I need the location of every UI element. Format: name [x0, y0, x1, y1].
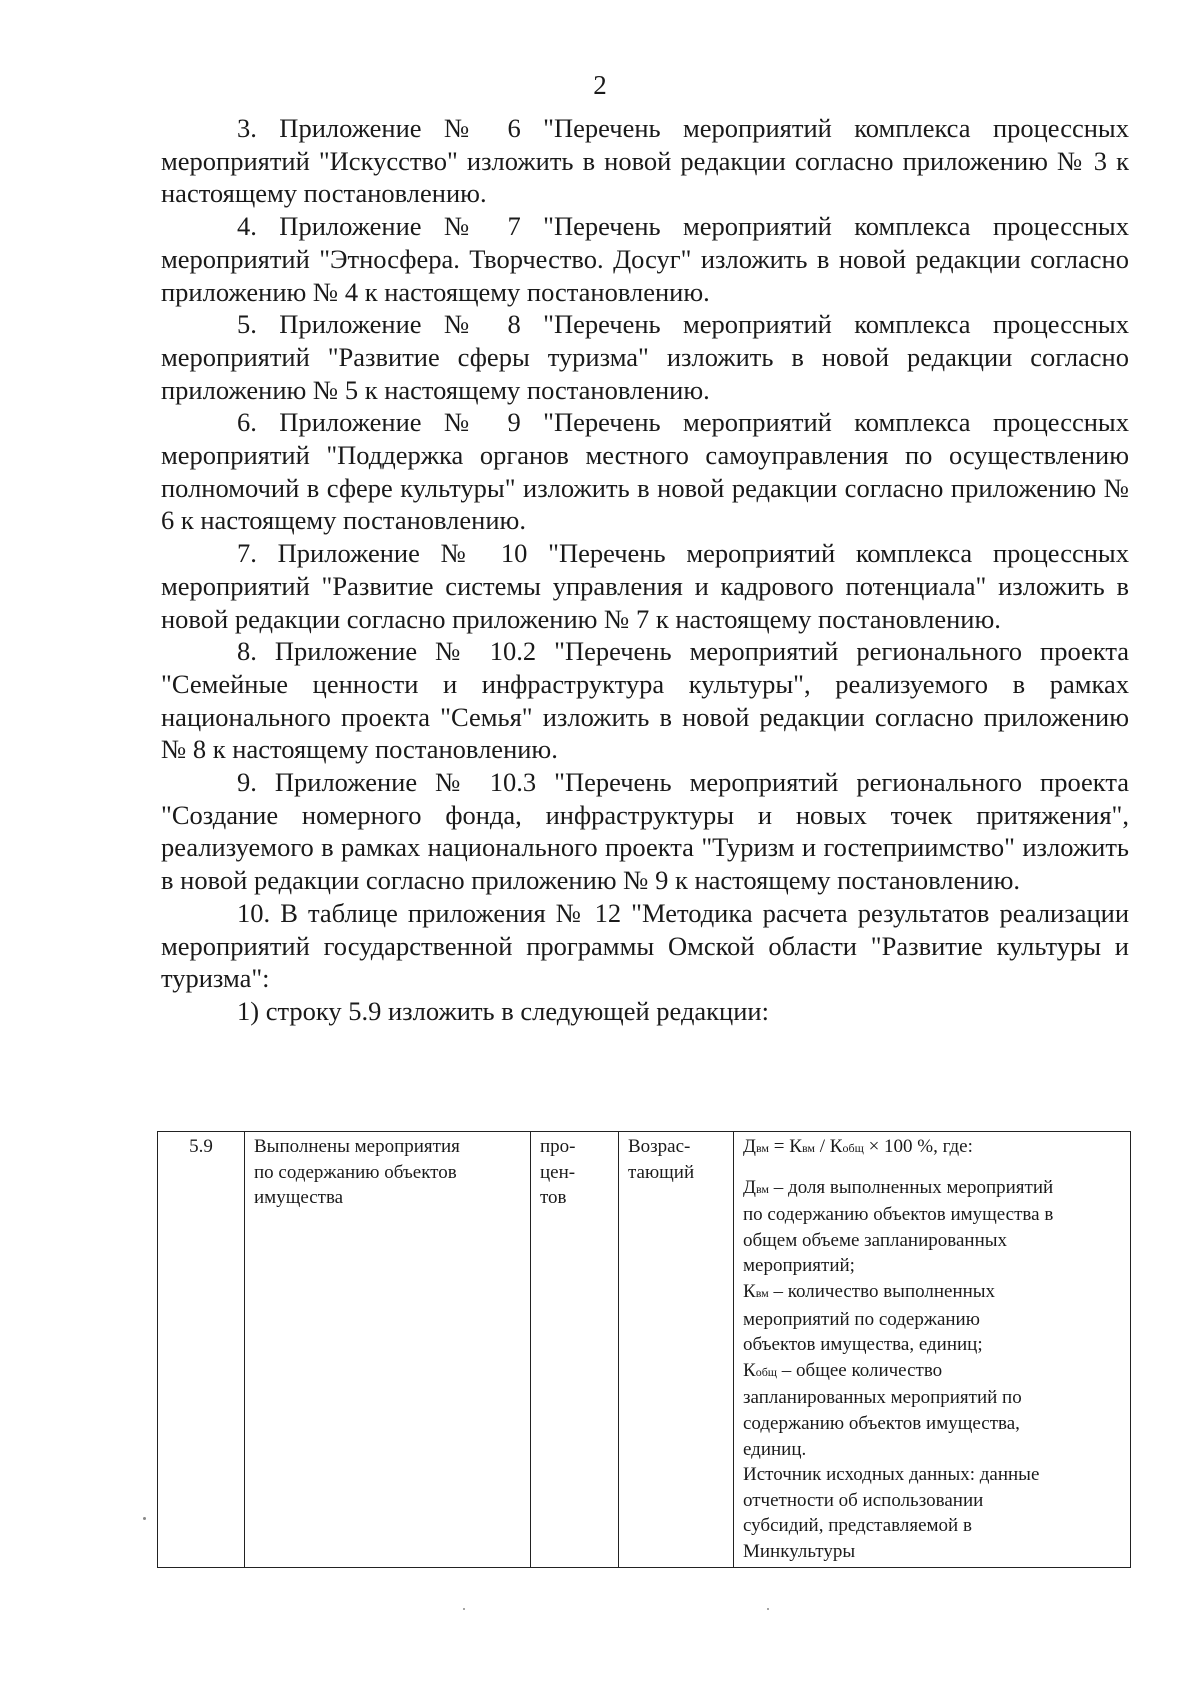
- kvm-definition-line: мероприятий по содержанию: [743, 1308, 980, 1330]
- paragraph-9: 9. Приложение № 10.3 "Перечень мероприятий регионального проекта "Создание номерного фонда, инфраструктуры и новых точек притяжения", реализуемого в рамках национального проекта "Туризм и гостеприимство" изложить в новой редакции согласно приложению № 9 к настоящему постановлению.: [161, 767, 1129, 896]
- row-number-cell: [158, 1132, 245, 1568]
- kobsh-definition-line: содержанию объектов имущества,: [743, 1412, 1020, 1434]
- scan-speck: [767, 1608, 769, 1610]
- paragraph-3: 3. Приложение № 6 "Перечень мероприятий комплекса процессных мероприятий "Искусство" изложить в новой редакции согласно приложению № 3 к настоящему постановлению.: [161, 113, 1129, 209]
- formula-d-sub: вм: [755, 1141, 770, 1155]
- row-name-line: имущества: [254, 1187, 344, 1209]
- kobsh-definition-line: запланированных мероприятий по: [743, 1387, 1022, 1409]
- row-name-line: Выполнены мероприятия: [254, 1136, 460, 1157]
- kobsh-definition-line: единиц.: [743, 1438, 807, 1460]
- formula-k1-sub: вм: [801, 1141, 815, 1155]
- row-direction-line: тающий: [628, 1161, 695, 1183]
- formula-k2: К: [829, 1136, 843, 1157]
- row-unit-cell: [531, 1132, 619, 1568]
- paragraph-10-1: 1) строку 5.9 изложить в следующей редакции:: [237, 995, 769, 1026]
- scan-speck: [143, 1517, 146, 1520]
- formula-k1: К: [789, 1136, 802, 1157]
- page-number: 2: [593, 70, 607, 100]
- paragraph-8: 8. Приложение № 10.2 "Перечень мероприятий регионального проекта "Семейные ценности и инфраструктура культуры", реализуемого в рамках национального проекта "Семья" изложить в новой редакции согласно приложению № 8 к настоящему постановлению.: [161, 636, 1129, 765]
- kvm-definition-line: [743, 1279, 1122, 1307]
- d-symbol-sub: вм: [755, 1181, 770, 1196]
- formula-tail: × 100 %, где:: [863, 1136, 973, 1157]
- paragraph-7: 7. Приложение № 10 "Перечень мероприятий комплекса процессных мероприятий "Развитие системы управления и кадрового потенциала" изложить в новой редакции согласно приложению № 7 к настоящему постановлению.: [161, 538, 1129, 634]
- table-row: [158, 1132, 1131, 1568]
- source-line: субсидий, представляемой в: [743, 1515, 972, 1537]
- d-definition-line: по содержанию объектов имущества в: [743, 1204, 1054, 1226]
- formula-div: /: [815, 1136, 830, 1157]
- d-definition-line: [743, 1175, 1122, 1203]
- kobsh-symbol-sub: общ: [755, 1364, 778, 1379]
- row-direction-cell: [619, 1132, 734, 1568]
- kvm-definition-line: объектов имущества, единиц;: [743, 1334, 983, 1356]
- document-body: [161, 112, 1129, 1028]
- d-definition-line: мероприятий;: [743, 1255, 855, 1277]
- kobsh-symbol: К: [743, 1359, 756, 1381]
- row-direction-line: Возрас-: [628, 1136, 691, 1157]
- d-symbol: Д: [743, 1176, 756, 1198]
- paragraph-5: 5. Приложение № 8 "Перечень мероприятий комплекса процессных мероприятий "Развитие сферы туризма" изложить в новой редакции согласно приложению № 5 к настоящему постановлению.: [161, 309, 1129, 405]
- row-unit-line: про-: [540, 1136, 576, 1157]
- formula-line: [743, 1134, 1122, 1162]
- row-name-cell: [245, 1132, 531, 1568]
- kvm-definition-text: – количество выполненных: [768, 1280, 996, 1302]
- kvm-symbol-sub: вм: [755, 1285, 769, 1300]
- d-definition-text: – доля выполненных мероприятий: [769, 1176, 1054, 1198]
- formula-eq: =: [769, 1136, 790, 1157]
- methodology-table: [157, 1131, 1131, 1568]
- row-unit-line: цен-: [540, 1161, 576, 1183]
- source-line: отчетности об использовании: [743, 1489, 984, 1511]
- row-unit-line: тов: [540, 1187, 567, 1209]
- source-line: Источник исходных данных: данные: [743, 1464, 1040, 1486]
- paragraph-10: 10. В таблице приложения № 12 "Методика расчета результатов реализации мероприятий государственной программы Омской области "Развитие культуры и туризма":: [161, 897, 1129, 994]
- paragraph-6: 6. Приложение № 9 "Перечень мероприятий комплекса процессных мероприятий "Поддержка органов местного самоуправления по осуществлению полномочий в сфере культуры" изложить в новой редакции согласно приложению № 6 к настоящему постановлению.: [161, 407, 1129, 536]
- formula-d: Д: [743, 1136, 756, 1157]
- kobsh-definition-line: [743, 1358, 1122, 1386]
- kvm-symbol: К: [743, 1280, 756, 1302]
- formula-k2-sub: общ: [842, 1141, 864, 1155]
- paragraph-4: 4. Приложение № 7 "Перечень мероприятий комплекса процессных мероприятий "Этносфера. Творчество. Досуг" изложить в новой редакции согласно приложению № 4 к настоящему постановлению.: [161, 211, 1129, 307]
- row-name-line: по содержанию объектов: [254, 1161, 457, 1183]
- row-number: 5.9: [189, 1136, 213, 1157]
- d-definition-line: общем объеме запланированных: [743, 1229, 1008, 1251]
- source-line: Минкультуры: [743, 1540, 856, 1562]
- row-method-cell: [734, 1132, 1131, 1568]
- kobsh-definition-text: – общее количество: [777, 1359, 943, 1381]
- scan-speck: [463, 1608, 465, 1610]
